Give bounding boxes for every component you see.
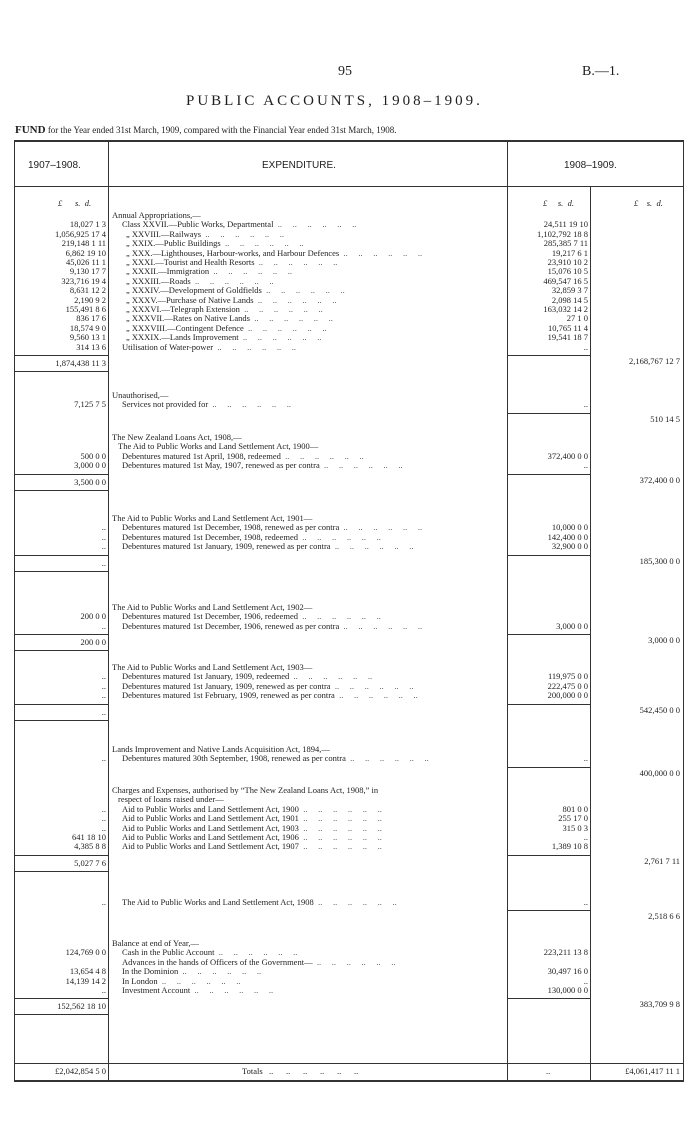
row-prev-amount: 4,385 8 8 [74,841,106,852]
row-curr-amount: 27 1 0 [566,313,588,324]
section-total-curr: 510 14 5 [650,413,680,424]
table-row [126,267,504,276]
row-prev-amount: 641 18 10 [72,832,106,842]
prev-subtotal-rule-bottom [14,871,109,872]
fund-label [15,124,396,136]
section-subtotal-prev: .. [101,557,106,568]
prev-subtotal-rule-bottom [14,571,109,572]
row-curr-amount: 285,385 7 11 [543,238,588,249]
header-rule [14,186,684,187]
section-total-curr: 542,450 0 0 [639,704,680,715]
table-row [126,249,504,258]
section-total-curr: 185,300 0 0 [639,555,680,566]
subcolumn-rule [508,855,591,856]
row-label: Debentures matured 1st May, 1907, renewed as per contra [122,461,320,471]
totals-curr: £4,061,417 11 1 [625,1066,680,1076]
row-prev-amount: .. [101,813,106,824]
row-curr-amount: 315 0 3 [562,822,588,833]
row-prev-amount: 9,130 17 7 [69,266,106,277]
row-prev-amount: 323,716 19 4 [61,275,106,286]
row-label: „ XXIX.—Public Buildings [126,239,221,249]
prev-subtotal-rule-bottom [14,720,109,721]
row-label: „ XXXVII.—Rates on Native Lands [126,314,250,324]
table-row [122,400,500,409]
row-label: „ XXXV.—Purchase of Native Lands [126,295,254,305]
divider-prev [108,140,109,1082]
row-prev-amount: 13,654 4 8 [69,966,106,977]
section-total-curr: 383,709 9 8 [639,999,680,1010]
prev-subtotal-rule-bottom [14,371,109,372]
prev-subtotal-rule-top [14,474,109,475]
section-total-curr: 400,000 0 0 [639,767,680,778]
row-curr-amount: 469,547 16 5 [543,275,588,286]
row-leaders: .. .. .. .. .. .. [330,542,414,552]
row-label: Services not provided for [122,400,209,410]
table-row [126,296,504,305]
row-curr-amount: .. [583,399,588,410]
row-curr-amount: 10,765 11 4 [547,322,588,333]
row-prev-amount: 1,056,925 17 4 [55,228,106,239]
section-heading: Unauthorised,— [112,390,169,400]
table-row [122,967,500,976]
section-subtotal-prev: 200 0 0 [80,637,106,648]
table-row [126,239,504,248]
row-curr-amount: 2,098 14 5 [551,294,588,305]
row-curr-amount: 19,541 18 7 [547,332,588,343]
row-label: „ XXXI.—Tourist and Health Resorts [126,258,255,267]
section-heading: The New Zealand Loans Act, 1908,— [112,432,242,442]
section-total-curr: 372,400 0 0 [639,474,680,485]
row-prev-amount: 8,631 12 2 [69,285,106,296]
row-label: Debentures matured 30th September, 1908, renewed as per contra [122,754,346,764]
row-label: Debentures matured 1st December, 1908, renewed as per contra [122,523,340,533]
row-leaders: .. .. .. .. .. .. [261,286,345,296]
row-leaders: .. .. .. .. .. .. [330,681,414,691]
row-label: „ XXXII.—Immigration [126,267,210,277]
row-prev-amount: .. [101,671,106,682]
row-label: „ XXVIII.—Railways [126,229,202,239]
row-leaders: .. .. .. .. .. .. [157,976,241,986]
table-row [122,805,500,814]
unit-pence: d. [84,198,92,208]
totals-prev: £2,042,854 5 0 [55,1066,106,1076]
row-label: Debentures matured 1st December, 1906, redeemed [122,612,298,622]
row-leaders: .. .. .. .. .. .. [220,239,304,249]
row-leaders: .. .. .. .. .. .. [298,833,382,842]
section-heading: The Aid to Public Works and Land Settlement Act, 1901— [112,513,313,523]
row-leaders: .. .. .. .. .. .. [280,451,364,461]
row-leaders: .. .. .. .. .. .. [253,295,337,305]
totals-leaders: .. .. .. .. .. .. [262,1066,359,1076]
row-prev-amount: .. [101,680,106,691]
row-label: Class XXVII.—Public Works, Departmental [122,220,274,230]
table-row [126,277,504,286]
row-leaders: .. .. .. .. .. .. [190,276,274,286]
section-total-curr: 2,761 7 11 [644,855,680,866]
row-leaders: .. .. .. .. .. .. [345,754,429,764]
subcolumn-rule [508,355,591,356]
row-curr-amount: .. [583,975,588,986]
prev-subtotal-rule-bottom [14,490,109,491]
totals-curr-sub-dots: .. [546,1066,551,1076]
subcolumn-rule [508,474,591,475]
section-heading: Lands Improvement and Native Lands Acquisition Act, 1894,— [112,744,330,754]
row-leaders: .. .. .. .. .. .. [208,400,292,410]
row-label: Aid to Public Works and Land Settlement Act, 1903 [122,823,299,833]
row-leaders: .. .. .. .. .. .. [319,461,403,471]
row-leaders: .. .. .. .. .. .. [312,957,396,967]
row-leaders: .. .. .. .. .. .. [213,342,296,352]
section-heading: Annual Appropriations,— [112,210,201,220]
table-row [122,672,500,681]
section-subtotal-prev: 152,562 18 10 [57,1001,106,1012]
page-subtitle: for the Year ended 31st March, 1909, compared with the Financial Year ended 31st March, 1908. [47,125,397,135]
row-leaders: .. .. .. .. .. .. [339,248,423,258]
row-prev-amount: 836 17 6 [76,313,106,324]
row-prev-amount: 124,769 0 0 [65,947,106,958]
row-curr-amount: .. [583,341,588,352]
prev-subtotal-rule-top [14,998,109,999]
unit-pound: £ [58,198,63,208]
table-row [122,682,500,691]
prev-subtotal-rule-top [14,555,109,556]
row-prev-amount: 7,125 7 5 [74,399,106,410]
row-curr-amount: 200,000 0 0 [547,690,588,701]
row-leaders: .. .. .. .. .. .. [298,804,382,814]
section-heading: Charges and Expenses, authorised by “The New Zealand Loans Act, 1908,” in [112,785,379,795]
table-row [126,258,504,267]
row-prev-amount: 3,000 0 0 [74,460,106,471]
table-row [122,220,500,229]
row-curr-amount: 223,211 13 8 [543,947,588,958]
table-row [122,461,500,470]
row-prev-amount: 500 0 0 [80,450,106,461]
row-prev-amount: 14,139 14 2 [65,975,106,986]
row-curr-amount: .. [583,832,588,842]
row-curr-amount: 24,511 19 10 [543,219,588,230]
row-prev-amount: .. [101,541,106,552]
row-prev-amount: .. [101,985,106,995]
table-row [122,814,500,823]
header-expenditure: EXPENDITURE. [262,160,336,171]
row-leaders: .. .. .. .. .. .. [243,323,327,333]
row-prev-amount: 18,027 1 3 [69,219,106,230]
header-curr-year: 1908–1909. [564,160,617,171]
totals-label [242,1067,358,1076]
row-leaders: .. .. .. .. .. .. [289,672,373,682]
table-row [122,691,500,700]
row-prev-amount: 45,026 11 1 [65,257,106,267]
row-leaders: .. .. .. .. .. .. [298,823,382,833]
row-curr-amount: 30,497 16 0 [547,966,588,977]
section-total-curr: 3,000 0 0 [648,635,680,646]
row-leaders: .. .. .. .. .. .. [239,305,323,314]
row-curr-amount: .. [583,460,588,471]
table-row [122,842,500,851]
fund-word: FUND [15,124,46,136]
row-prev-amount: .. [101,753,106,764]
right-border [683,140,684,1082]
page-number: 95 [338,64,352,79]
header-prev-year: 1907–1908. [28,160,81,171]
row-label: In the Dominion [122,967,179,977]
table-row [126,286,504,295]
row-curr-amount: 255 17 0 [558,813,588,824]
document-reference: B.—1. [582,64,620,79]
row-leaders: .. .. .. .. .. .. [254,258,338,267]
row-leaders: .. .. .. .. .. .. [209,267,292,277]
row-leaders: .. .. .. .. .. .. [178,967,262,977]
table-row [122,958,500,967]
section-heading: The Aid to Public Works and Land Settlement Act, 1900— [118,441,319,452]
row-curr-amount: 163,032 14 2 [543,304,588,314]
table-row [122,833,500,842]
row-label: Aid to Public Works and Land Settlement Act, 1906 [122,833,299,842]
row-leaders: .. .. .. .. .. .. [339,523,423,533]
row-label: Cash in the Public Account [122,948,215,958]
table-row [122,754,500,763]
section-heading: Balance at end of Year,— [112,938,199,948]
row-leaders: .. .. .. .. .. .. [214,948,298,958]
row-label: „ XXXIV.—Development of Goldfields [126,286,262,296]
row-curr-amount: 1,389 10 8 [551,841,588,852]
row-label: Debentures matured 1st December, 1908, redeemed [122,532,298,542]
section-subtotal-prev: 3,500 0 0 [74,476,106,487]
row-label: Debentures matured 1st January, 1909, renewed as per contra [122,542,331,552]
row-curr-amount: 32,900 0 0 [551,541,588,552]
units-curr-total [634,199,663,208]
row-label: Debentures matured 1st April, 1908, redeemed [122,451,281,461]
prev-subtotal-rule-top [14,634,109,635]
row-leaders: .. .. .. .. .. .. [298,814,382,824]
row-prev-amount: .. [101,620,106,631]
row-label: „ XXXVIII.—Contingent Defence [126,323,244,333]
table-row [122,612,500,621]
row-label: Debentures matured 1st January, 1909, renewed as per contra [122,681,331,691]
subcolumn-rule [508,767,591,768]
table-row [126,333,504,342]
subcolumn-rule [508,555,591,556]
left-border [14,140,15,1082]
subcolumn-rule [508,704,591,705]
row-prev-amount: 200 0 0 [80,611,106,622]
table-row [126,305,504,314]
row-prev-amount: .. [101,803,106,814]
totals-label-text: Totals [242,1066,263,1076]
table-row [122,452,500,461]
table-row [122,977,500,986]
prev-subtotal-rule-top [14,704,109,705]
row-label: Utilisation of Water-power [122,342,214,352]
unit-pound: £ [543,198,548,208]
table-row [122,622,500,631]
section-total-curr: 2,168,767 12 7 [629,356,680,366]
row-curr-amount: 142,400 0 0 [547,531,588,542]
prev-subtotal-rule-bottom [14,1014,109,1015]
row-prev-amount: .. [101,531,106,542]
row-prev-amount: 18,574 9 0 [69,322,106,333]
table-row [122,523,500,532]
row-curr-amount: 801 0 0 [562,803,588,814]
row-leaders: .. .. .. .. .. .. [334,691,418,701]
row-leaders: .. .. .. .. .. .. [298,842,382,852]
row-label: Advances in the hands of Officers of the Government— [122,957,313,967]
subcolumn-rule [508,413,591,414]
section-subtotal-prev: 1,874,438 11 3 [55,358,106,368]
row-label: Debentures matured 1st January, 1909, redeemed [122,672,290,682]
row-leaders: .. .. .. .. .. .. [238,333,322,343]
row-label: Debentures matured 1st December, 1906, renewed as per contra [122,621,340,631]
prev-subtotal-rule-top [14,355,109,356]
row-leaders: .. .. .. .. .. .. [339,621,423,631]
row-curr-amount: 19,217 6 1 [551,247,588,258]
totals-bottom-rule [14,1080,684,1082]
unit-shilling: s. [75,198,81,208]
row-leaders: .. .. .. .. .. .. [190,986,274,995]
row-prev-amount: 155,491 8 6 [65,304,106,314]
row-prev-amount: .. [101,897,106,907]
row-leaders: .. .. .. .. .. .. [297,612,381,622]
prev-subtotal-rule-top [14,855,109,856]
table-row [126,314,504,323]
section-subtotal-prev: .. [101,706,106,717]
section-heading: The Aid to Public Works and Land Settlement Act, 1902— [112,602,313,612]
subcolumn-rule [508,998,591,999]
row-curr-amount: 372,400 0 0 [547,450,588,461]
table-row [122,542,500,551]
row-curr-amount: .. [583,897,588,907]
row-curr-amount: 15,076 10 5 [547,266,588,277]
row-curr-amount: 222,475 0 0 [547,680,588,691]
row-prev-amount: 6,862 19 10 [65,247,106,258]
row-curr-amount: 10,000 0 0 [551,522,588,533]
row-label: Investment Account [122,986,191,995]
row-curr-amount: 119,975 0 0 [547,671,588,682]
units-curr-sub [543,199,574,208]
unit-pence: d. [656,198,663,208]
table-row [122,824,500,833]
unit-pound: £ [634,198,639,208]
table-row [126,324,504,333]
row-leaders: .. .. .. .. .. .. [313,898,397,907]
row-prev-amount: .. [101,822,106,833]
table-row [126,230,504,239]
subcolumn-rule [508,634,591,635]
table-row [122,343,500,352]
unit-shilling: s. [557,198,564,208]
row-prev-amount: .. [101,690,106,701]
prev-subtotal-rule-bottom [14,650,109,651]
divider-desc [507,140,508,1082]
table-row [122,898,500,907]
row-label: Aid to Public Works and Land Settlement Act, 1901 [122,814,299,824]
row-label: Debentures matured 1st February, 1909, renewed as per contra [122,691,335,701]
section-heading: The Aid to Public Works and Land Settlement Act, 1903— [112,662,313,672]
section-heading: respect of loans raised under— [118,794,224,805]
row-leaders: .. .. .. .. .. .. [273,220,357,230]
page-title: PUBLIC ACCOUNTS, 1908–1909. [186,93,483,109]
row-prev-amount: 314 13 6 [76,341,106,352]
units-prev [58,199,91,208]
unit-shilling: s. [646,198,653,208]
section-total-curr: 2,518 6 6 [648,911,680,922]
row-label: „ XXXIII.—Roads [126,276,191,286]
row-curr-amount: 32,859 3 7 [551,285,588,296]
table-top-rule [14,140,684,142]
row-label: „ XXX.—Lighthouses, Harbour-works, and Harbour Defences [126,248,340,258]
row-label: Aid to Public Works and Land Settlement Act, 1907 [122,842,299,852]
table-row [122,948,500,957]
table-row [122,533,500,542]
row-label: The Aid to Public Works and Land Settlement Act, 1908 [122,898,314,907]
row-curr-amount: 3,000 0 0 [556,620,588,631]
row-curr-amount: 23,910 10 2 [547,257,588,267]
totals-top-rule [14,1063,684,1064]
table-row [122,986,500,995]
subcolumn-rule [508,910,591,911]
row-curr-amount: .. [583,753,588,764]
row-curr-amount: 130,000 0 0 [547,985,588,995]
row-label: Aid to Public Works and Land Settlement Act, 1900 [122,804,299,814]
section-subtotal-prev: 5,027 7 6 [74,857,106,868]
row-label: „ XXXIX.—Lands Improvement [126,333,239,343]
row-label: In London [122,976,158,986]
row-leaders: .. .. .. .. .. .. [201,229,284,239]
row-leaders: .. .. .. .. .. .. [249,314,333,324]
row-prev-amount: 9,560 13 1 [69,332,106,343]
row-curr-amount: 1,102,792 18 8 [537,228,588,239]
row-prev-amount: .. [101,522,106,533]
unit-pence: d. [567,198,574,208]
row-label: „ XXXVI.—Telegraph Extension [126,305,240,314]
row-prev-amount: 219,148 1 11 [61,238,106,249]
row-leaders: .. .. .. .. .. .. [297,532,381,542]
row-prev-amount: 2,190 9 2 [74,294,106,305]
